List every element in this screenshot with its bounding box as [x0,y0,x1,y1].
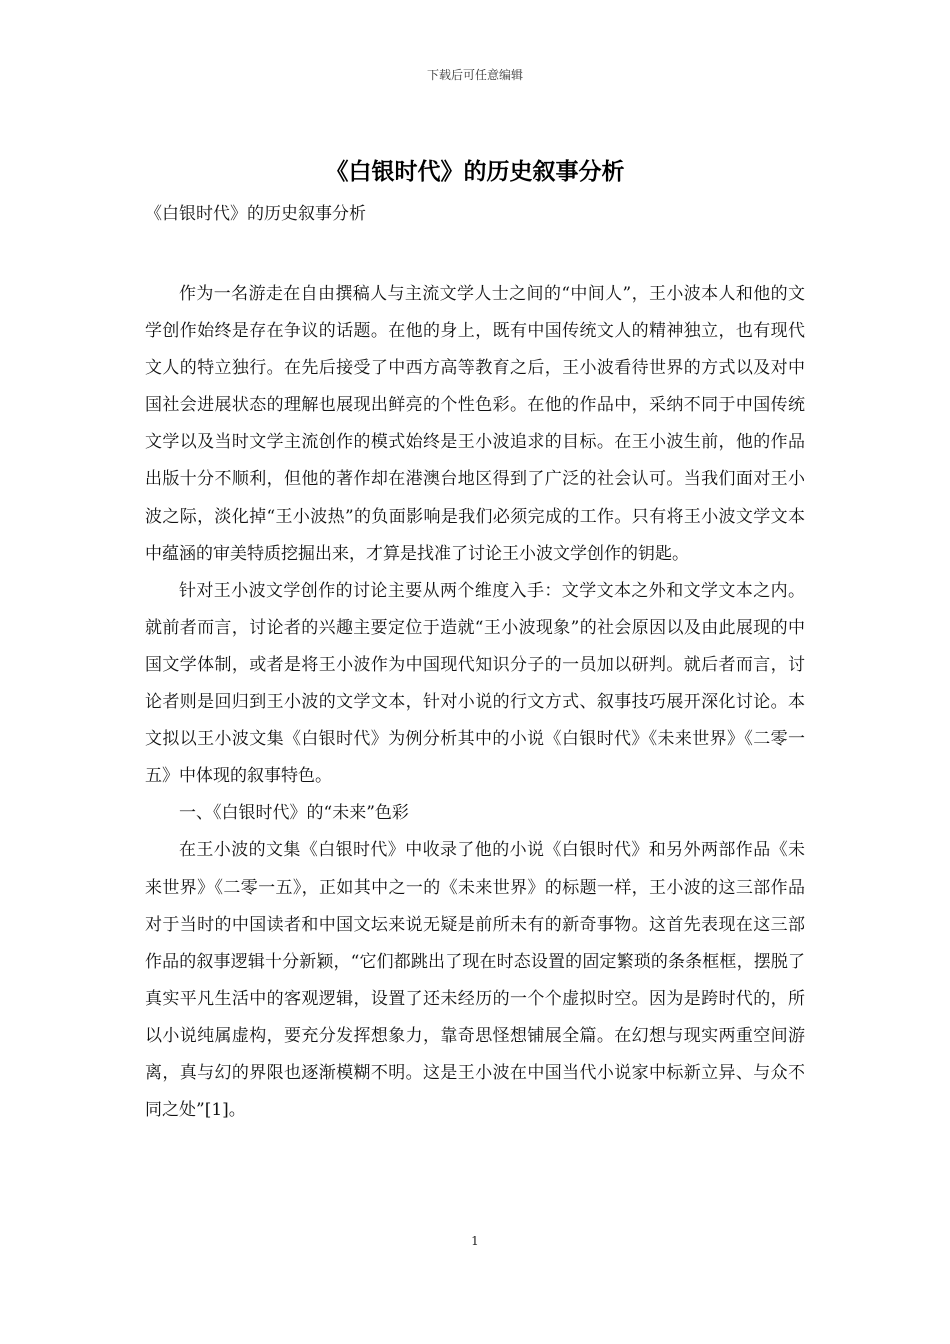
body-paragraph-3: 在王小波的文集《白银时代》中收录了他的小说《白银时代》和另外两部作品《未来世界》《二零一五》，正如其中之一的《未来世界》的标题一样，王小波的这三部作品对于当时的中国读者和中国文坛来说无疑是前所未有的新奇事物。这首先表现在这三部作品的叙事逻辑十分新颖，“它们都跳出了现在时态设置的固定繁琐的条条框框，摆脱了真实平凡生活中的客观逻辑，设置了还未经历的一个个虚拟时空。因为是跨时代的，所以小说纯属虚构，要充分发挥想象力，靠奇思怪想铺展全篇。在幻想与现实两重空间游离，真与幻的界限也逐渐模糊不明。这是王小波在中国当代小说家中标新立异、与众不同之处”[1]。 [145,840,805,1121]
body-paragraph-2: 针对王小波文学创作的讨论主要从两个维度入手：文学文本之外和文学文本之内。就前者而言，讨论者的兴趣主要定位于造就“王小波现象”的社会原因以及由此展现的中国文学体制，或者是将王小波作为中国现代知识分子的一员加以研判。就后者而言，讨论者则是回归到王小波的文学文本，针对小说的行文方式、叙事技巧展开深化讨论。本文拟以王小波文集《白银时代》为例分析其中的小说《白银时代》《未来世界》《二零一五》中体现的叙事特色。 [145,580,805,787]
section-heading-1: 一、《白银时代》的“未来”色彩 [179,803,409,824]
document-body [145,276,805,1129]
page-number: 1 [471,1234,479,1248]
document-subtitle: 《白银时代》的历史叙事分析 [145,204,366,224]
body-paragraph-1: 作为一名游走在自由撰稿人与主流文学人士之间的“中间人”，王小波本人和他的文学创作始终是存在争议的话题。在他的身上，既有中国传统文人的精神独立，也有现代文人的特立独行。在先后接受了中西方高等教育之后，王小波看待世界的方式以及对中国社会进展状态的理解也展现出鲜亮的个性色彩。在他的作品中，采纳不同于中国传统文学以及当时文学主流创作的模式始终是王小波追求的目标。在王小波生前，他的作品出版十分不顺利，但他的著作却在港澳台地区得到了广泛的社会认可。当我们面对王小波之际，淡化掉“王小波热”的负面影响是我们必须完成的工作。只有将王小波文学文本中蕴涵的审美特质挖掘出来，才算是找准了讨论王小波文学创作的钥匙。 [145,284,805,564]
page-header-note: 下载后可任意编辑 [426,68,523,82]
document-title: 《白银时代》的历史叙事分析 [325,159,625,185]
